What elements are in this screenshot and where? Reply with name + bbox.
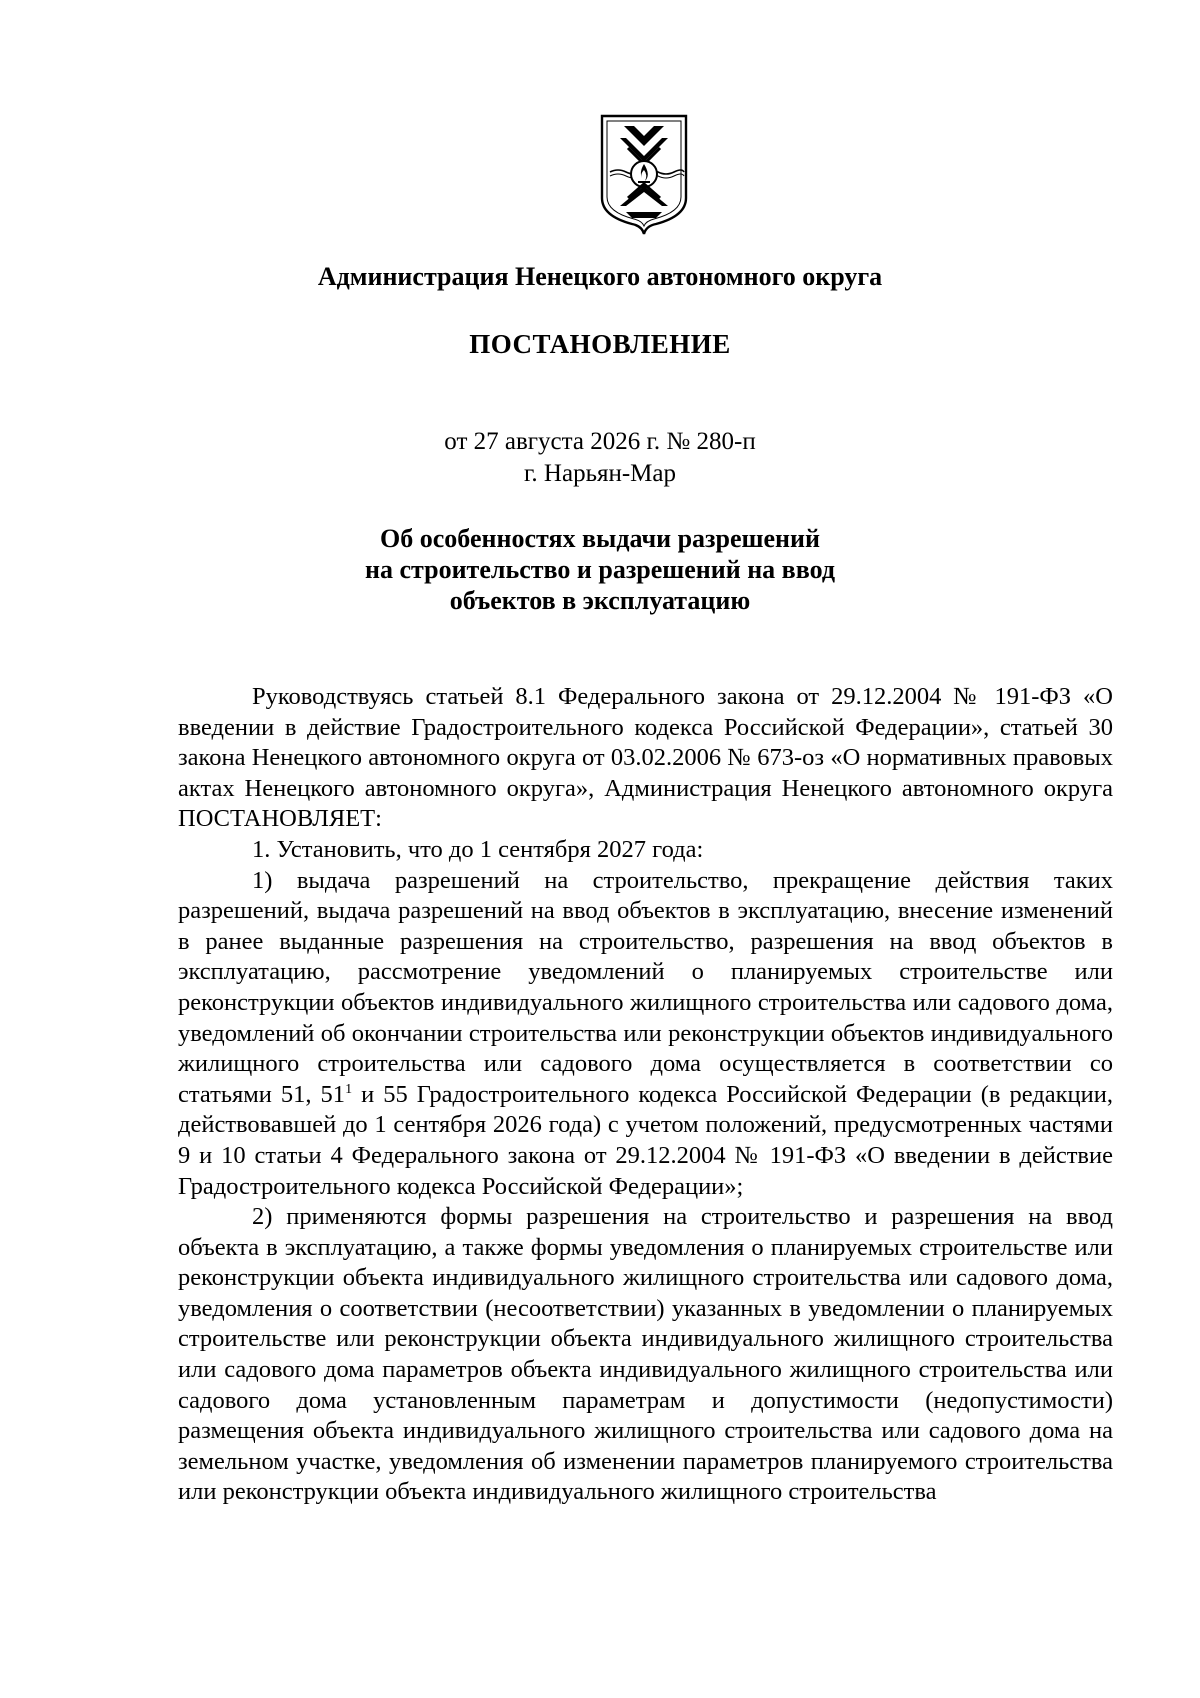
title-line-2: на строительство и разрешений на ввод [365,555,835,584]
subitem-1-text-b: и 55 Градостроительного кодекса Российской Федерации (в редакции, действовавшей до 1 сентября 2026 года) с учетом положений, предусмотренных частями 9 и 10 статьи 4 Федерального закона от 29.12.2004 № 191-ФЗ «О введении в действие Градостроительного кодекса Российской Федерации»; [178,1080,1114,1200]
preamble-paragraph: Руководствуясь статьей 8.1 Федерального закона от 29.12.2004 № 191-ФЗ «О введении в действие Градостроительного кодекса Российской Федерации», статьей 30 закона Ненецкого автономного округа от 03.02.2006 № 673-оз «О нормативных правовых актах Ненецкого автономного округа», Администрация Ненецкого автономного округа ПОСТАНОВЛЯЕТ: [178,683,1113,833]
subitem-1-paragraph [178,866,1113,1203]
title-line-3: объектов в эксплуатацию [449,586,751,615]
document-city: г. Нарьян-Мар [523,460,676,487]
article-superscript: 1 [345,1081,353,1097]
document-body [178,682,1113,1508]
organization-name: Администрация Ненецкого автономного округа [317,262,883,291]
subitem-1-text-a: 1) выдача разрешений на строительство, прекращение действия таких разрешений, выдача разрешений на ввод объектов в эксплуатацию, внесение изменений в ранее выданные разрешения на строительство, разрешения на ввод объектов в эксплуатацию, рассмотрение уведомлений о планируемых строительстве или реконструкции объектов индивидуального жилищного строительства или садового дома, уведомлений об окончании строительства или реконструкции объектов индивидуального жилищного строительства или садового дома осуществляется в соответствии со статьями 51, 51 [178,866,1113,1108]
subitem-2-paragraph: 2) применяются формы разрешения на строительство и разрешения на ввод объекта в эксплуатацию, а также формы уведомления о планируемых строительстве или реконструкции объекта индивидуального жилищного строительства или садового дома, уведомления о соответствии (несоответствии) указанных в уведомлении о планируемых строительстве или реконструкции объекта индивидуального жилищного строительства или садового дома параметров объекта индивидуального жилищного строительства или садового дома установленным параметрам и допустимости (недопустимости) размещения объекта индивидуального жилищного строительства или садового дома на земельном участке, уведомления об изменении параметров планируемого строительства или реконструкции объекта индивидуального жилищного строительства [178,1203,1113,1506]
document-date-number: от 27 августа 2026 г. № 280-п [444,428,756,455]
document-type: ПОСТАНОВЛЕНИЕ [469,329,731,359]
coat-of-arms-icon [598,112,690,236]
document-title [0,523,1200,616]
item-1-paragraph: 1. Установить, что до 1 сентября 2027 года: [252,835,704,863]
title-line-1: Об особенностях выдачи разрешений [380,524,820,553]
